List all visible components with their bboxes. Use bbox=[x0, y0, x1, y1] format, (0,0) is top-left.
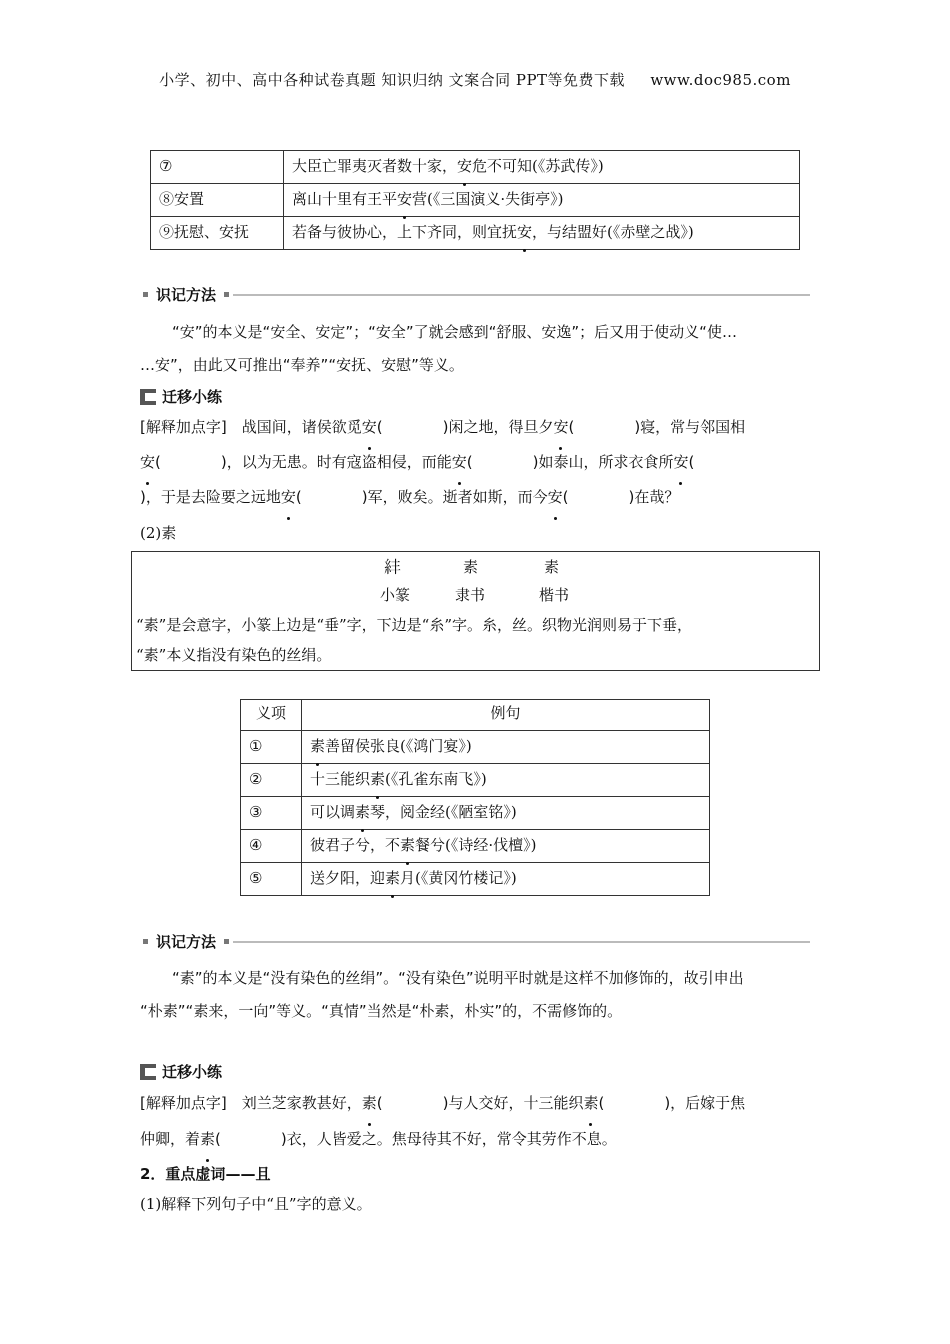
table-row bbox=[151, 151, 800, 184]
table-row bbox=[151, 184, 800, 217]
dotted-char: 安 bbox=[397, 184, 412, 214]
bullet-square-icon bbox=[143, 939, 148, 944]
dotted-char: 素 bbox=[362, 1085, 377, 1121]
glyph-row bbox=[132, 556, 819, 584]
example-cell: 十三能织素(《孔雀东南飞》) bbox=[302, 764, 710, 797]
memory-line: …安”，由此又可推出“奉养”“安抚、安慰”等义。 bbox=[140, 356, 464, 374]
practice-exercise bbox=[140, 1085, 820, 1157]
dotted-char: 素 bbox=[583, 1085, 598, 1121]
divider-line bbox=[233, 294, 810, 296]
meaning-cell: ④ bbox=[241, 830, 302, 863]
example-cell: 彼君子兮，不素餐兮(《诗经·伐檀》) bbox=[302, 830, 710, 863]
dotted-char: 安 bbox=[553, 410, 568, 445]
su-heading: (2)素 bbox=[140, 524, 177, 542]
bullet-square-icon bbox=[224, 292, 229, 297]
memory-method-title: 识记方法 bbox=[156, 286, 217, 304]
dotted-char: 素 bbox=[370, 764, 385, 794]
meaning-cell: ③ bbox=[241, 797, 302, 830]
example-cell: 素善留侯张良(《鸿门宴》) bbox=[302, 731, 710, 764]
table-row bbox=[241, 731, 710, 764]
meaning-cell: ⑦ bbox=[151, 151, 284, 184]
script-label-row bbox=[132, 584, 819, 612]
example-cell: 离山十里有王平安营(《三国演义·失街亭》) bbox=[284, 184, 800, 217]
practice-heading bbox=[140, 1061, 222, 1082]
memory-line: “安”的本义是“安全、安定”；“安全”了就会感到“舒服、安逸”；后又用于使动义“使… bbox=[172, 323, 737, 341]
table-row bbox=[241, 863, 710, 896]
header-cell: 例句 bbox=[302, 700, 710, 731]
practice-icon bbox=[140, 389, 156, 405]
script-label: 小篆 bbox=[380, 586, 411, 604]
etymology-line: “素”是会意字，小篆上边是“垂”字，下边是“糸”字。糸，丝。织物光润则易于下垂， bbox=[136, 616, 693, 634]
dotted-char: 安 bbox=[457, 151, 472, 181]
table-row bbox=[241, 764, 710, 797]
dotted-char: 安 bbox=[548, 480, 563, 515]
regular-glyph: 素 bbox=[544, 558, 560, 576]
header-cell: 义项 bbox=[241, 700, 302, 731]
memory-method-bar bbox=[143, 284, 810, 305]
meaning-cell: ⑨抚慰、安抚 bbox=[151, 217, 284, 250]
dotted-char: 素 bbox=[200, 1121, 215, 1157]
memory-line: “朴素”“素来，一向”等义。“真情”当然是“朴素，朴实”的，不需修饰的。 bbox=[140, 1002, 623, 1020]
dotted-char: 安 bbox=[673, 445, 688, 480]
dotted-char: 安 bbox=[452, 445, 467, 480]
dotted-char: 安 bbox=[362, 410, 377, 445]
example-cell: 大臣亡罪夷灭者数十家，安危不可知(《苏武传》) bbox=[284, 151, 800, 184]
section-title: 2．重点虚词——且 bbox=[140, 1165, 271, 1183]
dotted-char: 安 bbox=[517, 217, 532, 247]
etymology-line: “素”本义指没有染色的丝绢。 bbox=[136, 646, 332, 664]
dotted-char: 安 bbox=[281, 480, 296, 515]
table-row bbox=[241, 830, 710, 863]
header-url[interactable]: www.doc985.com bbox=[650, 71, 791, 89]
memory-method-text bbox=[140, 316, 820, 382]
su-meaning-table bbox=[240, 699, 710, 896]
practice-heading bbox=[140, 386, 222, 407]
section-subtitle: (1)解释下列句子中“且”字的意义。 bbox=[140, 1195, 372, 1213]
meaning-cell: ① bbox=[241, 731, 302, 764]
etymology-box bbox=[131, 551, 820, 671]
bullet-square-icon bbox=[143, 292, 148, 297]
memory-method-bar bbox=[143, 931, 810, 952]
header-text: 小学、初中、高中各种试卷真题 知识归纳 文案合同 PPT等免费下载 bbox=[159, 71, 626, 89]
seal-glyph: 𥾫 bbox=[384, 558, 401, 578]
table-header-row bbox=[241, 700, 710, 731]
dotted-char: 素 bbox=[355, 797, 370, 827]
example-cell: 送夕阳，迎素月(《黄冈竹楼记》) bbox=[302, 863, 710, 896]
memory-method-text bbox=[140, 962, 820, 1028]
table-row bbox=[151, 217, 800, 250]
table-row bbox=[241, 797, 710, 830]
practice-line: [解释加点字] 刘兰芝家教甚好，素( )与人交好，十三能织素( )，后嫁于焦 bbox=[140, 1085, 820, 1121]
dotted-char: 安 bbox=[140, 445, 155, 480]
memory-method-title: 识记方法 bbox=[156, 933, 217, 951]
etymology-text bbox=[132, 610, 819, 670]
dotted-char: 素 bbox=[310, 731, 325, 761]
meaning-cell: ⑧安置 bbox=[151, 184, 284, 217]
practice-exercise bbox=[140, 410, 820, 515]
bullet-square-icon bbox=[224, 939, 229, 944]
script-label: 隶书 bbox=[455, 586, 486, 604]
practice-title: 迁移小练 bbox=[162, 388, 223, 406]
script-label: 楷书 bbox=[539, 586, 570, 604]
practice-line: )，于是去险要之远地安( )军，败矣。逝者如斯，而今安( )在哉？ bbox=[140, 480, 820, 515]
divider-line bbox=[233, 941, 810, 943]
practice-line: 仲卿，着素( )衣，人皆爱之。焦母待其不好，常令其劳作不息。 bbox=[140, 1121, 820, 1157]
an-meaning-table bbox=[150, 150, 800, 250]
example-cell: 若备与彼协心，上下齐同，则宜抚安，与结盟好(《赤壁之战》) bbox=[284, 217, 800, 250]
practice-icon bbox=[140, 1064, 156, 1080]
practice-line: 安( )，以为无患。时有寇盗相侵，而能安( )如泰山，所求衣食所安( bbox=[140, 445, 820, 480]
meaning-cell: ② bbox=[241, 764, 302, 797]
memory-line: “素”的本义是“没有染色的丝绢”。“没有染色”说明平时就是这样不加修饰的，故引申出 bbox=[172, 969, 744, 987]
practice-line: [解释加点字] 战国间，诸侯欲觅安( )闲之地，得旦夕安( )寝，常与邻国相 bbox=[140, 410, 820, 445]
meaning-cell: ⑤ bbox=[241, 863, 302, 896]
page-header bbox=[0, 69, 950, 90]
example-cell: 可以调素琴，阅金经(《陋室铭》) bbox=[302, 797, 710, 830]
practice-title: 迁移小练 bbox=[162, 1063, 223, 1081]
dotted-char: 素 bbox=[400, 830, 415, 860]
dotted-char: 素 bbox=[385, 863, 400, 893]
clerical-glyph: 素 bbox=[463, 558, 479, 576]
